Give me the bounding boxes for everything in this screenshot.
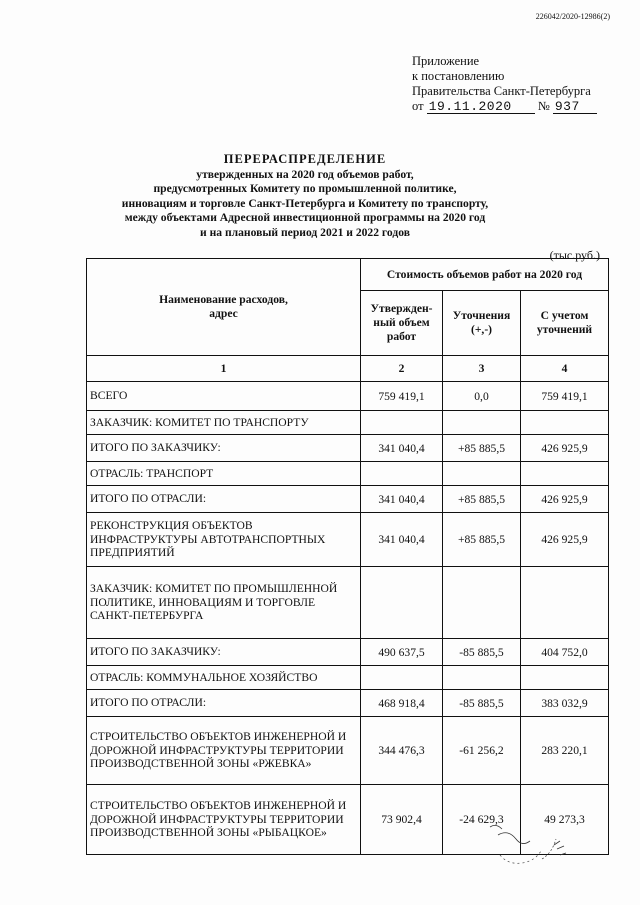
table-row bbox=[87, 639, 609, 666]
row-approved: 490 637,5 bbox=[361, 639, 443, 666]
row-approved: 341 040,4 bbox=[361, 435, 443, 462]
date-prefix: от bbox=[412, 99, 424, 113]
table-row bbox=[87, 462, 609, 486]
table-row bbox=[87, 435, 609, 462]
stamp-signature-marks bbox=[470, 815, 590, 895]
row-name: РЕКОНСТРУКЦИЯ ОБЪЕКТОВ ИНФРАСТРУКТУРЫ АВТОТРАНСПОРТНЫХ ПРЕДПРИЯТИЙ bbox=[87, 513, 361, 567]
title-line-1: утвержденных на 2020 год объемов работ, bbox=[196, 167, 414, 181]
table-row bbox=[87, 411, 609, 435]
row-changes bbox=[443, 411, 521, 435]
row-name: ИТОГО ПО ЗАКАЗЧИКУ: bbox=[87, 639, 361, 666]
row-adjusted: 759 419,1 bbox=[521, 382, 609, 411]
row-adjusted: 283 220,1 bbox=[521, 717, 609, 785]
row-changes: -85 885,5 bbox=[443, 690, 521, 717]
column-number: 1 bbox=[87, 356, 361, 382]
row-approved bbox=[361, 666, 443, 690]
table-row bbox=[87, 717, 609, 785]
row-name: ЗАКАЗЧИК: КОМИТЕТ ПО ПРОМЫШЛЕННОЙ ПОЛИТИКЕ, ИННОВАЦИЯМ И ТОРГОВЛЕ САНКТ-ПЕТЕРБУРГА bbox=[87, 567, 361, 639]
title-line-3: инновациям и торговле Санкт-Петербурга и Комитету по транспорту, bbox=[121, 196, 489, 210]
table-row bbox=[87, 666, 609, 690]
header-cost-group: Стоимость объемов работ на 2020 год bbox=[361, 259, 609, 291]
stamp-arc-right bbox=[542, 839, 556, 859]
appendix-line-1: Приложение bbox=[412, 54, 480, 68]
title-main: ПЕРЕРАСПРЕДЕЛЕНИЕ bbox=[223, 152, 387, 166]
column-number: 4 bbox=[521, 356, 609, 382]
title-line-5: и на плановый период 2021 и 2022 годов bbox=[199, 225, 411, 239]
document-id: 226042/2020-12986(2) bbox=[535, 12, 610, 21]
row-name: СТРОИТЕЛЬСТВО ОБЪЕКТОВ ИНЖЕНЕРНОЙ И ДОРОЖНОЙ ИНФРАСТРУКТУРЫ ТЕРРИТОРИИ ПРОИЗВОДСТВЕННОЙ ЗОНЫ «РЖЕВКА» bbox=[87, 717, 361, 785]
header-adjusted bbox=[521, 291, 609, 356]
row-changes: -85 885,5 bbox=[443, 639, 521, 666]
document-title bbox=[110, 152, 500, 240]
table-row bbox=[87, 567, 609, 639]
appendix-line-2: к постановлению bbox=[412, 69, 505, 83]
header-adjusted-line-1: С учетом bbox=[540, 309, 589, 322]
row-name: СТРОИТЕЛЬСТВО ОБЪЕКТОВ ИНЖЕНЕРНОЙ И ДОРОЖНОЙ ИНФРАСТРУКТУРЫ ТЕРРИТОРИИ ПРОИЗВОДСТВЕННОЙ ЗОНЫ «РЫБАЦКОЕ» bbox=[87, 785, 361, 855]
header-name-line-2: адрес bbox=[209, 307, 238, 320]
appendix-block bbox=[412, 54, 597, 114]
row-adjusted: 426 925,9 bbox=[521, 435, 609, 462]
row-adjusted: 404 752,0 bbox=[521, 639, 609, 666]
row-name: ИТОГО ПО ЗАКАЗЧИКУ: bbox=[87, 435, 361, 462]
appendix-line-3: Правительства Санкт-Петербурга bbox=[412, 84, 591, 98]
row-approved: 344 476,3 bbox=[361, 717, 443, 785]
row-approved: 341 040,4 bbox=[361, 486, 443, 513]
row-changes bbox=[443, 462, 521, 486]
column-number-row bbox=[87, 356, 609, 382]
row-changes: -61 256,2 bbox=[443, 717, 521, 785]
row-changes: +85 885,5 bbox=[443, 435, 521, 462]
row-approved bbox=[361, 567, 443, 639]
row-changes: +85 885,5 bbox=[443, 513, 521, 567]
row-changes: 0,0 bbox=[443, 382, 521, 411]
row-approved: 468 918,4 bbox=[361, 690, 443, 717]
row-adjusted: 426 925,9 bbox=[521, 486, 609, 513]
table-row bbox=[87, 513, 609, 567]
row-approved: 341 040,4 bbox=[361, 513, 443, 567]
row-changes: +85 885,5 bbox=[443, 486, 521, 513]
row-name: ИТОГО ПО ОТРАСЛИ: bbox=[87, 486, 361, 513]
table-row bbox=[87, 382, 609, 411]
row-name: ОТРАСЛЬ: ТРАНСПОРТ bbox=[87, 462, 361, 486]
number-prefix: № bbox=[537, 99, 550, 113]
row-name: ОТРАСЛЬ: КОММУНАЛЬНОЕ ХОЗЯЙСТВО bbox=[87, 666, 361, 690]
title-line-2: предусмотренных Комитету по промышленной политике, bbox=[153, 182, 457, 195]
table-row bbox=[87, 486, 609, 513]
header-adjusted-line-2: уточнений bbox=[536, 323, 593, 336]
header-approved-line-1: Утвержден- bbox=[370, 302, 433, 315]
row-adjusted: 383 032,9 bbox=[521, 690, 609, 717]
signature-stroke bbox=[490, 825, 530, 843]
row-name: ВСЕГО bbox=[87, 382, 361, 411]
row-adjusted: 426 925,9 bbox=[521, 513, 609, 567]
row-adjusted: 49 273,3 bbox=[521, 785, 609, 855]
title-line-4: между объектами Адресной инвестиционной программы на 2020 год bbox=[124, 211, 486, 224]
row-approved bbox=[361, 411, 443, 435]
row-adjusted bbox=[521, 567, 609, 639]
row-adjusted bbox=[521, 666, 609, 690]
row-changes bbox=[443, 567, 521, 639]
column-number: 3 bbox=[443, 356, 521, 382]
stamp-arc bbox=[500, 849, 542, 863]
table-row bbox=[87, 690, 609, 717]
units-label: (тыс.руб.) bbox=[549, 248, 600, 262]
row-adjusted bbox=[521, 411, 609, 435]
header-changes-line-2: (+,-) bbox=[470, 323, 493, 336]
column-number: 2 bbox=[361, 356, 443, 382]
row-changes: -24 629,3 bbox=[443, 785, 521, 855]
header-changes-line-1: Уточнения bbox=[452, 309, 511, 322]
header-name-column bbox=[87, 259, 361, 356]
row-name: ИТОГО ПО ОТРАСЛИ: bbox=[87, 690, 361, 717]
redistribution-table bbox=[86, 258, 609, 855]
row-name: ЗАКАЗЧИК: КОМИТЕТ ПО ТРАНСПОРТУ bbox=[87, 411, 361, 435]
header-changes bbox=[443, 291, 521, 356]
decree-date: 19.11.2020 bbox=[427, 101, 535, 114]
stamp-fragment bbox=[554, 841, 566, 855]
header-name-line-1: Наименование расходов, bbox=[159, 293, 288, 306]
row-approved: 759 419,1 bbox=[361, 382, 443, 411]
row-adjusted bbox=[521, 462, 609, 486]
table-header-row-1 bbox=[87, 259, 609, 291]
row-approved: 73 902,4 bbox=[361, 785, 443, 855]
header-approved bbox=[361, 291, 443, 356]
appendix-date-line bbox=[412, 99, 597, 114]
decree-number: 937 bbox=[553, 101, 597, 114]
header-approved-line-3: работ bbox=[386, 330, 417, 343]
row-approved bbox=[361, 462, 443, 486]
header-approved-line-2: ный объем bbox=[373, 316, 430, 329]
row-changes bbox=[443, 666, 521, 690]
